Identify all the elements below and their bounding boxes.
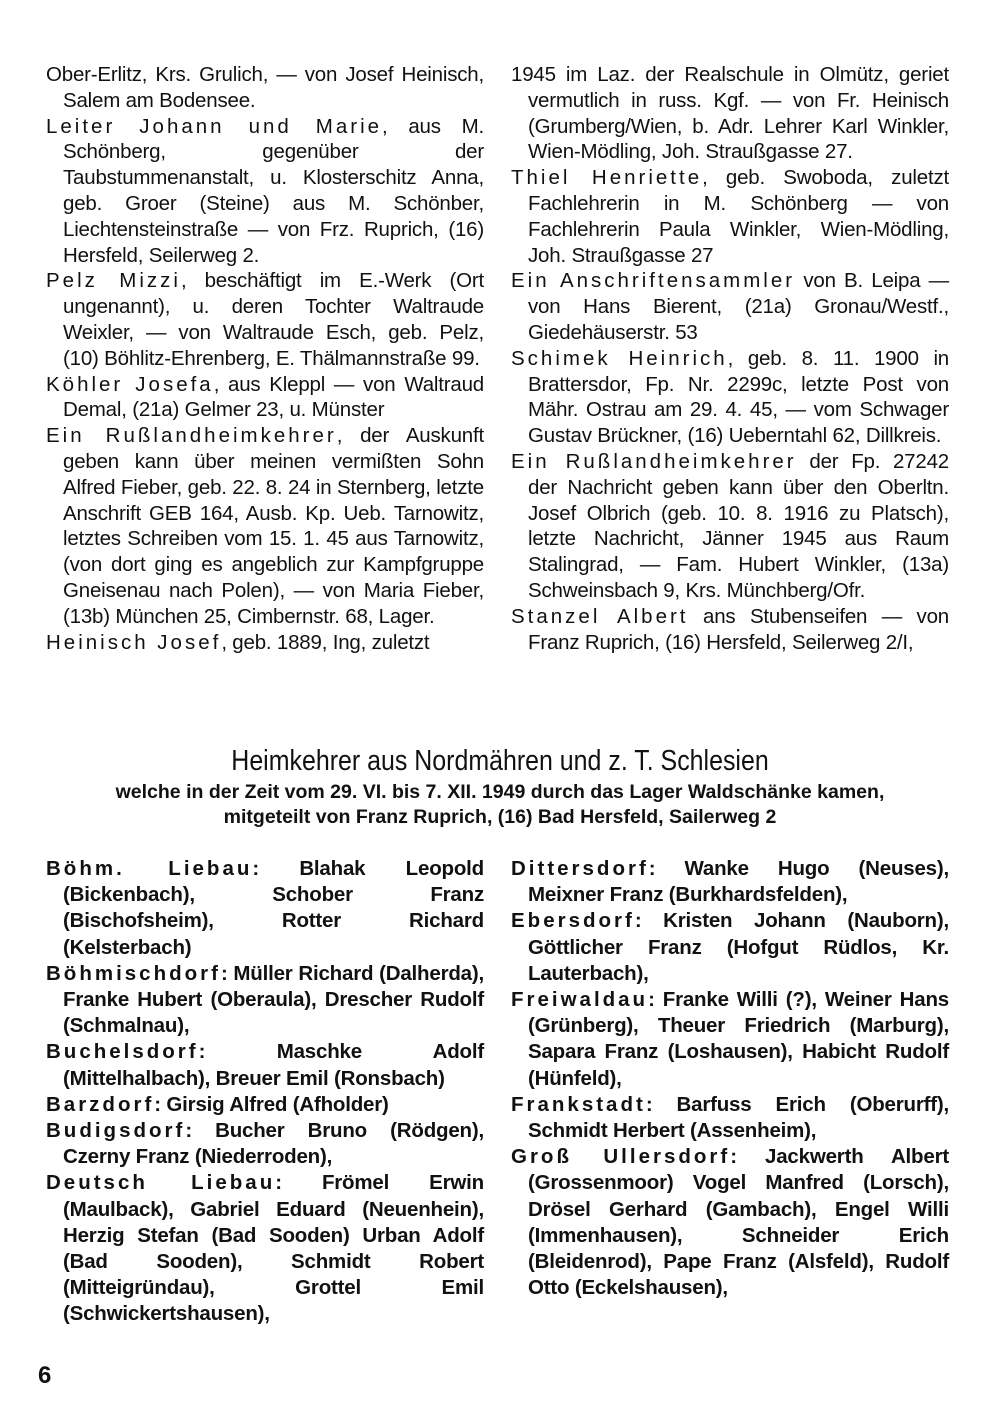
returnee-entry bbox=[511, 1092, 949, 1144]
page-number: 6 bbox=[38, 1362, 52, 1389]
returnee-entry-heading: Freiwaldau bbox=[511, 988, 649, 1012]
returnee-entry-text: : Maschke Adolf (Mittelhalbach), Breuer Emil (Ronsbach) bbox=[63, 1040, 484, 1090]
returnee-entry-text: : Blahak Leopold (Bickenbach), Schober Franz (Bischofsheim), Rotter Richard (Kelsterbach) bbox=[63, 857, 484, 959]
search-notice-heading: Thiel Henriette bbox=[511, 166, 703, 190]
search-notice-text: , geb. 8. 11. 1900 in Brattersdor, Fp. Nr. 2299c, letzte Post von Mähr. Ostrau am 29. 4. 45, — vom Schwager Gustav Brückner, (16) Ueberntahl 62, Dillkreis. bbox=[528, 346, 949, 448]
search-notice-heading: Ein Rußlandheimkehrer bbox=[46, 424, 337, 448]
returnee-entry-text: : Barfuss Erich (Oberurff), Schmidt Herbert (Assenheim), bbox=[528, 1092, 949, 1143]
search-notice bbox=[46, 372, 484, 424]
search-notice-text: 1945 im Laz. der Realschule in Olmütz, geriet vermutlich in russ. Kgf. — von Fr. Heinisch (Grumberg/Wien, b. Adr. Lehrer Karl Winkler, Wien-Mödling, Joh. Straußgasse 27. bbox=[511, 63, 949, 164]
returnee-entry bbox=[511, 1144, 949, 1301]
returnee-entry-text: : Frömel Erwin (Maulback), Gabriel Eduard (Neuenhein), Herzig Stefan (Bad Sooden) Urban Adolf (Bad Sooden), Schmidt Robert (Mitteigründau), Grottel Emil (Schwickertshausen), bbox=[63, 1171, 484, 1326]
returnee-entry bbox=[511, 987, 949, 1092]
search-notice-text: , aus M. Schönberg, gegenüber der Taubstummenanstalt, u. Klosterschitz Anna, geb. Groer (Steine) aus M. Schönber, Liechtensteinstraße — von Frz. Ruprich, (16) Hersfeld, Seilerweg 2. bbox=[63, 114, 484, 267]
returnee-entry-heading: Buchelsdorf bbox=[46, 1040, 199, 1064]
returnee-entry-heading: Deutsch Liebau bbox=[46, 1171, 276, 1195]
section-subtitle-line-1: welche in der Zeit vom 29. VI. bis 7. XII. 1949 durch das Lager Waldschänke kamen, bbox=[115, 781, 885, 803]
returnee-entry bbox=[46, 1170, 484, 1327]
section-title: Heimkehrer aus Nordmähren und z. T. Schlesien bbox=[231, 745, 769, 777]
search-notice-text: , aus Kleppl — von Waltraud Demal, (21a) Gelmer 23, u. Münster bbox=[63, 372, 484, 422]
search-notice bbox=[46, 114, 484, 269]
returnee-entry bbox=[511, 856, 949, 908]
search-notice-text: , der Auskunft geben kann über meinen vermißten Sohn Alfred Fieber, geb. 22. 8. 24 in Sternberg, letzte Anschrift GEB 164, Ausb. Kp. Ueb. Tarnowitz, letztes Schreiben vom 15. 1. 45 aus Tarnowitz, (von dort ging es angeblich zur Kampfgruppe Gneisenau nach Polen), — von Maria Fieber, (13b) München 25, Cimbernstr. 68, Lager. bbox=[63, 424, 484, 628]
search-notice bbox=[511, 62, 949, 165]
search-notice bbox=[511, 604, 949, 656]
search-notice-heading: Schimek Heinrich bbox=[511, 346, 728, 370]
returnee-entry bbox=[46, 1092, 484, 1118]
returnee-entry bbox=[46, 856, 484, 961]
search-notice bbox=[511, 449, 949, 604]
returnee-list-left-column bbox=[46, 856, 484, 1328]
returnee-entry-heading: Dittersdorf bbox=[511, 857, 649, 880]
search-notice-text: , geb. 1889, Ing, zuletzt bbox=[221, 630, 430, 654]
search-notice-heading: Stanzel Albert bbox=[511, 604, 689, 628]
search-notice-heading: Pelz Mizzi bbox=[46, 269, 181, 293]
search-notices-right-column bbox=[511, 62, 949, 655]
returnee-entry-heading: Budigsdorf bbox=[46, 1119, 186, 1143]
search-notice-text: der Fp. 27242 der Nachricht geben kann über den Oberltn. Josef Olbrich (geb. 10. 8. 1916 zu Platsch), letzte Nachricht, Jänner 1945 aus Raum Stalingrad, — Fam. Hubert Winkler, (13a) Schweinsbach 9, Krs. Münchberg/Ofr. bbox=[528, 449, 949, 602]
search-notice bbox=[511, 346, 949, 449]
search-notice-text: von B. Leipa — von Hans Bierent, (21a) Gronau/Westf., Giedehäuserstr. 53 bbox=[528, 269, 949, 344]
search-notice bbox=[46, 62, 484, 114]
returnee-entry-text: : Jackwerth Albert (Grossenmoor) Vogel Manfred (Lorsch), Drösel Gerhard (Gambach), Engel Willi (Immenhausen), Schneider Erich (Bleidenrod), Pape Franz (Alsfeld), Rudolf Otto (Eckelshausen), bbox=[528, 1145, 949, 1300]
search-notices-left-column bbox=[46, 62, 484, 655]
returnee-entry bbox=[46, 1118, 484, 1170]
search-notice-text: Ober-Erlitz, Krs. Grulich, — von Josef Heinisch, Salem am Bodensee. bbox=[46, 63, 484, 112]
section-heading bbox=[40, 742, 960, 830]
returnee-entry-text: : Müller Richard (Dalherda), Franke Hubert (Oberaula), Drescher Rudolf (Schmalnau), bbox=[63, 961, 484, 1038]
returnee-entry bbox=[46, 961, 484, 1040]
search-notice-heading: Heinisch Josef bbox=[46, 630, 222, 654]
returnee-entry-text: : Franke Willi (?), Weiner Hans (Grünberg), Theuer Friedrich (Marburg), Sapara Franz (Loshausen), Habicht Rudolf (Hünfeld), bbox=[528, 988, 949, 1090]
search-notice bbox=[46, 268, 484, 371]
returnee-entry-heading: Böhmischdorf bbox=[46, 961, 221, 985]
search-notice-heading: Leiter Johann und Marie bbox=[46, 114, 383, 138]
returnee-entry-heading: Ebersdorf bbox=[511, 909, 635, 933]
search-notice-text: ans Stubenseifen — von Franz Ruprich, (16) Hersfeld, Seilerweg 2/I, bbox=[528, 604, 949, 654]
returnee-entry bbox=[46, 1039, 484, 1091]
search-notice bbox=[511, 268, 949, 345]
returnee-entry-text: : Bucher Bruno (Rödgen), Czerny Franz (Niederroden), bbox=[63, 1119, 484, 1169]
returnee-entry bbox=[511, 908, 949, 987]
search-notice bbox=[46, 423, 484, 629]
returnee-entry-heading: Böhm. Liebau bbox=[46, 857, 253, 880]
returnee-list-right-column bbox=[511, 856, 949, 1301]
search-notice-heading: Ein Rußlandheimkehrer bbox=[511, 449, 797, 473]
search-notice bbox=[46, 630, 484, 656]
section-subtitle-line-2: mitgeteilt von Franz Ruprich, (16) Bad Hersfeld, Sailerweg 2 bbox=[223, 806, 777, 828]
returnee-entry-text: : Kristen Johann (Nauborn), Göttlicher Franz (Hofgut Rüdlos, Kr. Lauterbach), bbox=[528, 909, 949, 985]
returnee-entry-text: : Wanke Hugo (Neuses), Meixner Franz (Burkhardsfelden), bbox=[528, 857, 949, 907]
search-notice-text: , beschäftigt im E.-Werk (Ort ungenannt), u. deren Tochter Waltraude Weixler, — von Waltraude Esch, geb. Pelz, (10) Böhlitz-Ehrenberg, E. Thälmannstraße 99. bbox=[63, 269, 485, 370]
returnee-entry-text: : Girsig Alfred (Afholder) bbox=[154, 1092, 389, 1116]
search-notice-heading: Ein Anschriftensammler bbox=[511, 269, 796, 293]
returnee-entry-heading: Groß Ullersdorf bbox=[511, 1145, 731, 1169]
search-notice bbox=[511, 165, 949, 268]
search-notice-text: , geb. Swoboda, zuletzt Fachlehrerin in M. Schönberg — von Fachlehrerin Paula Winkler, Wien-Mödling, Joh. Straußgasse 27 bbox=[528, 166, 949, 267]
search-notice-heading: Köhler Josefa bbox=[46, 372, 214, 396]
returnee-entry-heading: Frankstadt bbox=[511, 1092, 646, 1116]
returnee-entry-heading: Barzdorf bbox=[46, 1092, 155, 1116]
